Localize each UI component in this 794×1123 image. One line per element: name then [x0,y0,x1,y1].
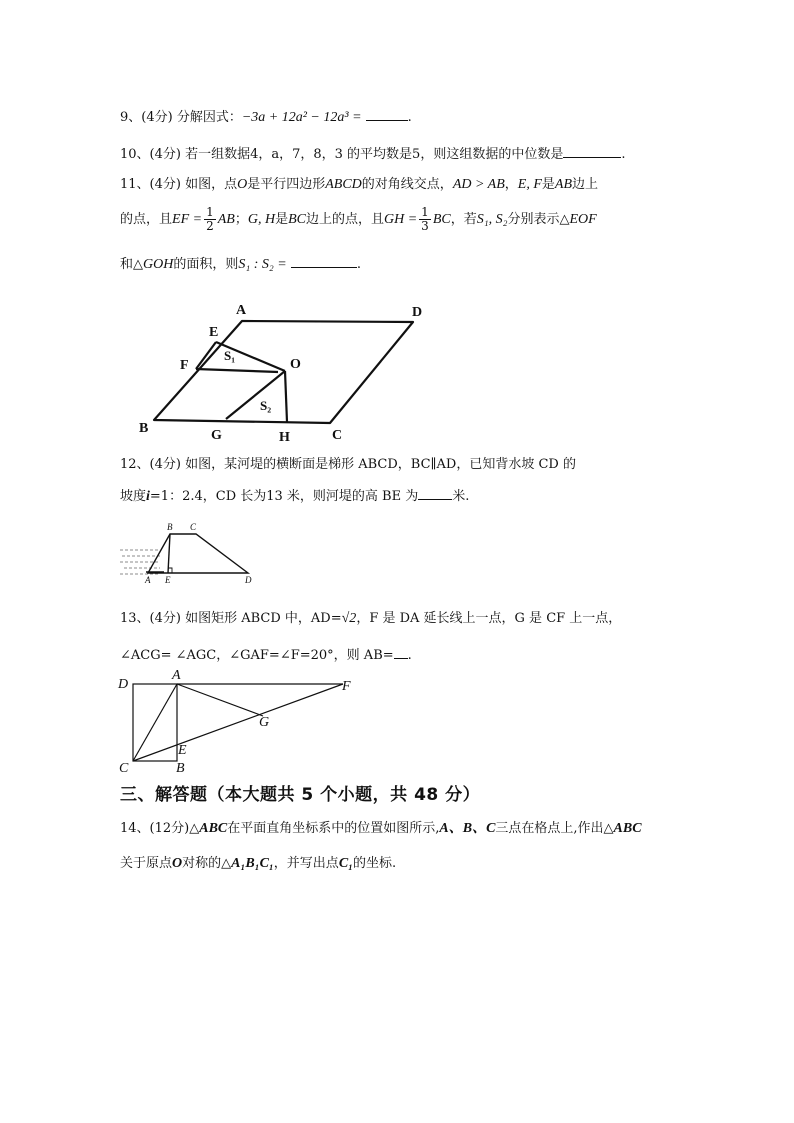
q14-text: 在平面直角坐标系中的位置如图所示, [227,821,440,836]
q12-embankment-figure [118,520,263,588]
q12-text: =1：2.4，CD 长为13 米，则河堤的高 BE 为 [149,489,419,504]
diagonal-ac [133,684,177,761]
q9-answer-blank[interactable] [366,108,408,121]
question-12-line-1 [120,456,576,474]
fraction-numerator: 1 [421,205,429,219]
segment-fo [196,369,278,372]
q11-side-bc: BC [432,212,451,227]
section-3-heading: 三、解答题（本大题共 5 个小题，共 48 分） [120,785,481,805]
q11-text: 的对角线交点， [361,177,453,192]
fraction-denominator: 2 [206,219,214,233]
label-b: B [139,421,149,436]
label-f: F [180,358,189,373]
question-13-line-1 [120,610,621,628]
q11-answer-blank[interactable] [291,255,357,268]
question-14-line-2 [120,855,396,873]
label-c: C [332,428,343,443]
q14-text: ，并写出点 [273,856,339,871]
q9-suffix: . [407,110,412,125]
q11-text: 是 [275,212,289,227]
label-o: O [290,357,301,372]
q13-suffix: . [407,648,412,663]
question-11-line-3 [120,255,361,274]
q11-parallelogram-figure [130,296,440,446]
question-14-line-1 [120,820,642,838]
fraction-denominator: 3 [421,219,429,233]
label-c: C [190,522,197,532]
q11-text: 的点，且 [120,212,173,227]
q11-triangle-eof: EOF [569,212,597,227]
label-a: A [236,303,247,318]
q11-text: 是平行四边形 [247,177,326,192]
q9-expression: −3a + 12a² − 12a³ = [241,110,362,125]
question-9 [120,108,412,127]
label-b: B [176,761,185,776]
q10-suffix: . [621,147,626,162]
q12-text: 12、(4分) 如图，某河堤的横断面是梯形 ABCD，BC∥AD，已知背水坡 CD 的 [120,457,576,472]
segment-oh [285,371,287,422]
q12-answer-blank[interactable] [418,487,452,500]
label-f: F [342,679,351,694]
label-h: H [279,430,290,445]
q11-fraction-half [204,206,216,233]
segment-og [226,371,285,419]
q10-answer-blank[interactable] [563,145,621,158]
label-g: G [259,715,270,730]
q11-areas: S₁, S₂ [476,212,508,227]
q12-slope-i: i [146,489,150,504]
question-12-line-2 [120,487,469,506]
label-g: G [211,428,222,443]
q13-text: 13、(4分) 如图矩形 ABCD 中，AD= [120,611,342,626]
q11-points-gh: G, H [247,212,276,227]
segment-cf [133,684,343,761]
q14-text: 对称的△ [182,856,232,871]
q11-text: 和△ [120,257,143,272]
q14-text: 三点在格点上,作出△ [495,821,614,836]
label-a: A [145,575,151,585]
fraction-numerator: 1 [206,205,214,219]
q13-text: ，F 是 DA 延长线上一点，G 是 CF 上一点， [356,611,622,626]
q10-text: 10、(4分) 若一组数据4，a，7，8，3 的平均数是5，则这组数据的中位数是 [120,147,564,162]
q12-text: 坡度 [120,489,147,504]
q13-answer-blank[interactable] [394,646,408,659]
q11-side-ab: AB [554,177,573,192]
q14-points-abc: A、B、C [439,821,496,836]
height-be [168,534,170,573]
q11-suffix: . [356,257,361,272]
label-d: D [245,575,252,585]
q11-ef-eq: EF = [172,212,203,227]
question-11-line-2 [120,204,597,236]
question-11-line-1 [120,176,598,194]
q11-condition: AD > AB [452,177,505,192]
label-e: E [165,575,171,585]
label-e: E [209,325,219,340]
q11-fraction-third [419,206,431,233]
q13-rectangle-figure [115,668,365,776]
label-e: E [178,743,187,758]
q13-text: ∠ACG= ∠AGC，∠GAF=∠F=20°，则 AB= [120,648,394,663]
q14-text: 14、(12分)△ [120,821,200,836]
segment-ag [177,684,263,716]
label-b: B [167,522,173,532]
q11-text: ， [504,177,518,192]
segment-fe [196,342,216,369]
label-s2: S₂ [260,398,272,413]
q11-text: 边上 [572,177,599,192]
label-s1: S₁ [224,348,236,363]
q14-triangle-abc: ABC [199,821,228,836]
q11-points-ef: E, F [517,177,542,192]
label-d: D [412,305,423,320]
q12-suffix: 米. [452,489,470,504]
q11-text: ； [234,212,248,227]
trapezoid-abcd [148,534,248,573]
q11-text: 分别表示△ [507,212,570,227]
q11-ratio: S₁ : S₂ = [238,257,287,272]
question-13-line-2 [120,646,412,665]
q13-sqrt2: √2 [341,611,357,626]
q11-triangle-goh: GOH [143,257,174,272]
label-c: C [119,761,129,776]
q11-side-bc: BC [288,212,306,227]
q14-triangle-abc: ABC [613,821,642,836]
q14-point-c1: C₁ [338,856,354,871]
label-d: D [118,677,129,692]
q11-text: 边上的点，且 [305,212,384,227]
question-10 [120,145,625,164]
q11-side-ab: AB [217,212,235,227]
label-a: A [172,668,181,683]
q14-triangle-a1b1c1: A₁B₁C₁ [231,856,274,871]
q11-text: 是 [541,177,555,192]
q11-text: ，若 [450,212,477,227]
q11-text: 11、(4分) 如图，点 [120,177,238,192]
q14-text: 关于原点 [120,856,173,871]
q14-origin-o: O [172,856,183,871]
q14-text: 的坐标. [353,856,397,871]
q9-prefix: 9、(4分) 分解因式： [120,110,242,125]
q11-gh-eq: GH = [384,212,418,227]
q11-text: 的面积，则 [173,257,239,272]
q11-point-o: O [237,177,248,192]
q11-parallelogram-name: ABCD [325,177,362,192]
